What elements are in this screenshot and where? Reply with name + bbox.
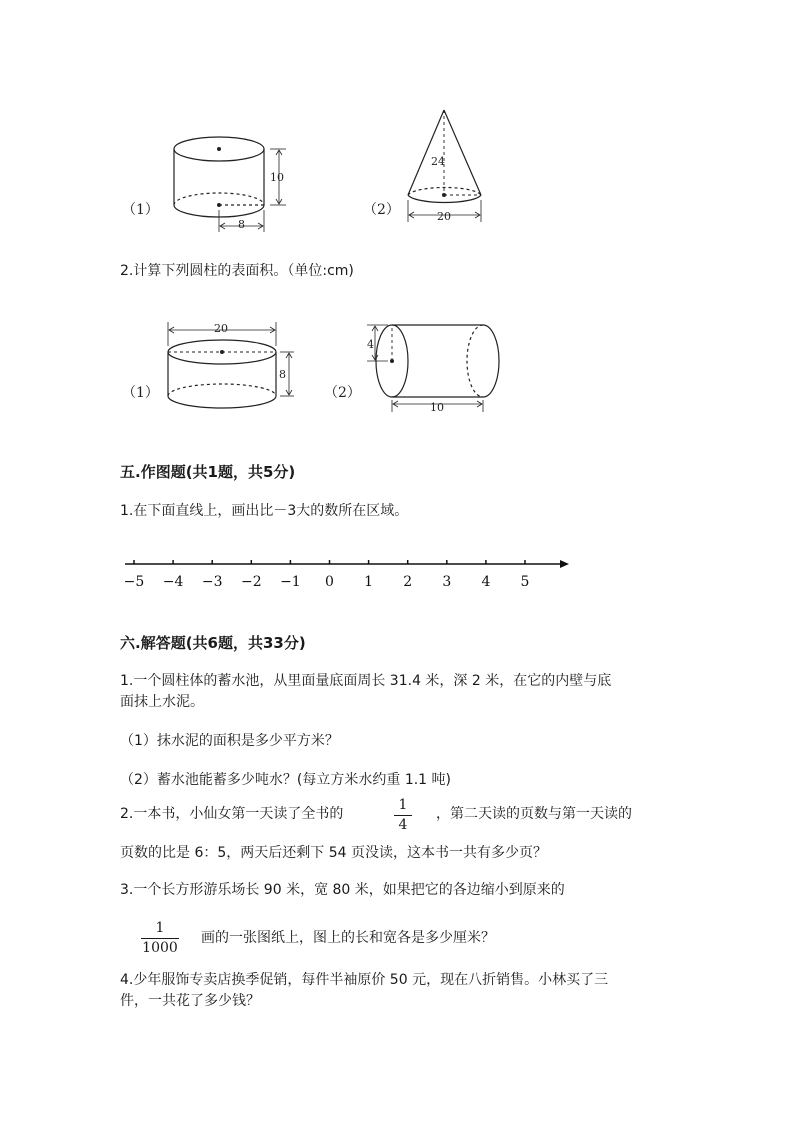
s6-q3-line1: 3.一个长方形游乐场长 90 米，宽 80 米，如果把它的各边缩小到原来的	[120, 882, 565, 898]
top-figures	[0, 0, 794, 250]
fig2-label: （2）	[363, 202, 400, 218]
s6-q2-fraction-denominator: 4	[398, 817, 408, 833]
cone-height-label: 24	[431, 155, 445, 168]
cylinder-figure-3	[168, 322, 294, 408]
number-line-svg	[0, 550, 794, 595]
s6-q3-fraction-denominator: 1000	[142, 940, 178, 956]
q2-figures	[0, 300, 794, 430]
s6-q1-sub2: （2）蓄水池能蓄多少吨水？(每立方米水约重 1.1 吨)	[120, 772, 451, 788]
number-line-tick-label: 4	[481, 574, 491, 590]
s6-q2-part-b: ，第二天读的页数与第一天读的	[436, 806, 632, 822]
number-line-tick-label: 2	[403, 574, 413, 590]
section5-q1: 1.在下面直线上，画出比－3大的数所在区域。	[120, 503, 409, 519]
q2-fig1-label: （1）	[122, 385, 159, 401]
number-line-tick-label: −4	[162, 574, 184, 590]
s6-q3-fraction-numerator: 1	[155, 920, 165, 936]
cyl1-height-label: 10	[270, 171, 284, 184]
s6-q1-line2: 面抹上水泥。	[120, 694, 204, 710]
number-line	[0, 550, 794, 595]
section5-title: 五.作图题(共1题，共5分)	[120, 463, 296, 481]
cyl1-radius-label: 8	[238, 218, 245, 231]
s6-q4-line2: 件，一共花了多少钱？	[120, 993, 260, 1009]
number-line-tick-label: −3	[201, 574, 223, 590]
s6-q3-fraction-bar	[141, 938, 179, 939]
q2-fig2-label: （2）	[324, 385, 361, 401]
q2-question: 2.计算下列圆柱的表面积。（单位:cm)	[120, 263, 354, 279]
number-line-tick-label: −2	[240, 574, 262, 590]
section6-title: 六.解答题(共6题，共33分)	[120, 634, 306, 652]
s6-q1-sub1: （1）抹水泥的面积是多少平方米？	[120, 733, 339, 749]
number-line-tick-label: 0	[325, 574, 334, 590]
cyl4-length-label: 10	[430, 401, 444, 414]
number-line-tick-label: 3	[442, 574, 452, 590]
s6-q2-fraction-bar	[394, 815, 412, 816]
top-figures-svg	[0, 0, 794, 250]
number-line-tick-label: −1	[280, 574, 301, 590]
s6-q2-part-a: 2.一本书，小仙女第一天读了全书的	[120, 806, 344, 822]
cylinder-figure-4	[367, 325, 499, 412]
cyl4-radius-label: 4	[367, 338, 374, 351]
number-line-tick-label: 1	[364, 574, 374, 590]
cyl3-height-label: 8	[279, 368, 286, 381]
s6-q1-line1: 1.一个圆柱体的蓄水池，从里面量底面周长 31.4 米，深 2 米，在它的内壁与底	[120, 673, 612, 689]
cone-diameter-label: 20	[437, 210, 451, 223]
s6-q3-fraction	[141, 920, 179, 957]
q2-figures-svg	[0, 300, 794, 430]
number-line-tick-label: 5	[520, 574, 530, 590]
s6-q3-line2: 画的一张图纸上，图上的长和宽各是多少厘米？	[201, 930, 495, 946]
s6-q2-fraction	[394, 797, 412, 834]
cylinder-figure-1	[174, 137, 286, 232]
fig1-label: （1）	[122, 202, 159, 218]
cyl3-diameter-label: 20	[214, 322, 228, 335]
number-line-arrow-icon	[560, 560, 569, 568]
s6-q2-fraction-numerator: 1	[398, 797, 408, 813]
s6-q4-line1: 4.少年服饰专卖店换季促销，每件半袖原价 50 元，现在八折销售。小林买了三	[120, 972, 609, 988]
s6-q2-line2: 页数的比是 6：5，两天后还剩下 54 页没读，这本书一共有多少页？	[120, 845, 547, 861]
number-line-tick-label: −5	[123, 574, 145, 590]
